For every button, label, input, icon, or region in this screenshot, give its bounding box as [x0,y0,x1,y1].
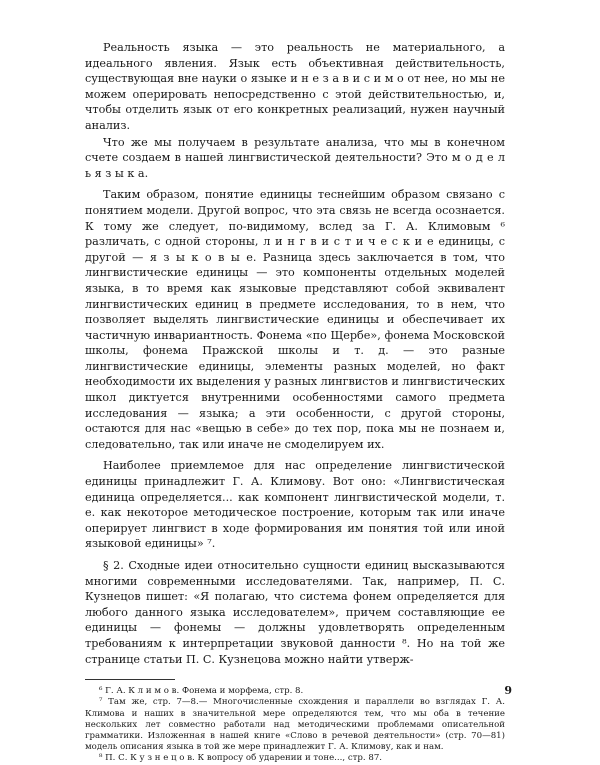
footnote-divider [85,679,175,680]
paragraph-2: Что же мы получаем в результате анализа, что мы в конечном счете создаем в нашей лингвистической деятельности? Это м о д е л ь я з ы к а. [85,135,505,180]
footnote-6: ⁶ Г. А. К л и м о в. Фонема и морфема, стр. 8. [99,686,304,697]
paragraph-3: Таким образом, понятие единицы теснейшим образом связано с понятием модели. Другой вопрос, что эта связь не всегда осознается. К тому же следует, по-видимому, вслед за Г. А. Климовым ⁶ различать, с одной стороны, л и н г в и с т и ч е с к и е единицы, с другой — я з ы к о в ы е. Разница здесь заключается в том, что лингвистические единицы — это компоненты отдельных моделей языка, в то время как языковые представляют собой эквивалент лингвистических единиц в предмете исследования, то в нем, что позволяет выделять лингвистические единицы и обеспечивает их частичную инвариантность. Фонема «по Щербе», фонема Московской школы, фонема Пражской школы и т. д. — это разные лингвистические единицы, элементы разных моделей, но факт необходимости их выделения у разных лингвистов и лингвистических школ диктуется внутренними особенностями самого предмета исследования — языка; а эти особенности, с другой стороны, остаются для нас «вещью в себе» до тех пор, пока мы не познаем и, следовательно, так или иначе не смоделируем их. [85,188,505,451]
page-body [85,40,505,765]
paragraph-1: Реальность языка — это реальность не материального, а идеального явления. Язык есть объективная действительность, существующая вне науки о языке и н е з а в и с и м о от нее, но мы не можем оперировать непосредственно с этой действительностью, и, чтобы отделить язык от его конкретных реализаций, нужен научный анализ. [85,41,505,132]
paragraph-5: § 2. Сходные идеи относительно сущности единиц высказываются многими современными исследователями. Так, например, П. С. Кузнецов пишет: «Я полагаю, что система фонем определяется для любого данного языка исследователем», причем составляющие ее единицы — фонемы — должны удовлетворять определенным требованиям к интерпретации звуковой данности ⁸. Но на той же странице статьи П. С. Кузнецова можно найти утверж- [85,559,505,666]
footnote-8: ⁸ П. С. К у з н е ц о в. К вопросу об ударении и тоне..., стр. 87. [99,753,383,764]
paragraph-4: Наиболее приемлемое для нас определение лингвистической единицы принадлежит Г. А. Климову. Вот оно: «Лингвистическая единица определяется... как компонент лингвистической модели, т. е. как некоторое методическое построение, которым так или иначе оперирует лингвист в ходе формирования им понятия той или иной языковой единицы» ⁷. [85,459,505,551]
page-number: 9 [504,684,512,697]
footnote-7: ⁷ Там же, стр. 7—8.— Многочисленные схождения и параллели во взглядах Г. А. Климова и наших в значительной мере определяются тем, что мы оба в течение нескольких лет совместно работали над методическими проблемами описательной грамматики. Изложенная в нашей книге «Слово в речевой деятельности» (стр. 70—81) модель описания языка в той же мере принадлежит Г. А. Климову, как и нам. [85,697,505,753]
